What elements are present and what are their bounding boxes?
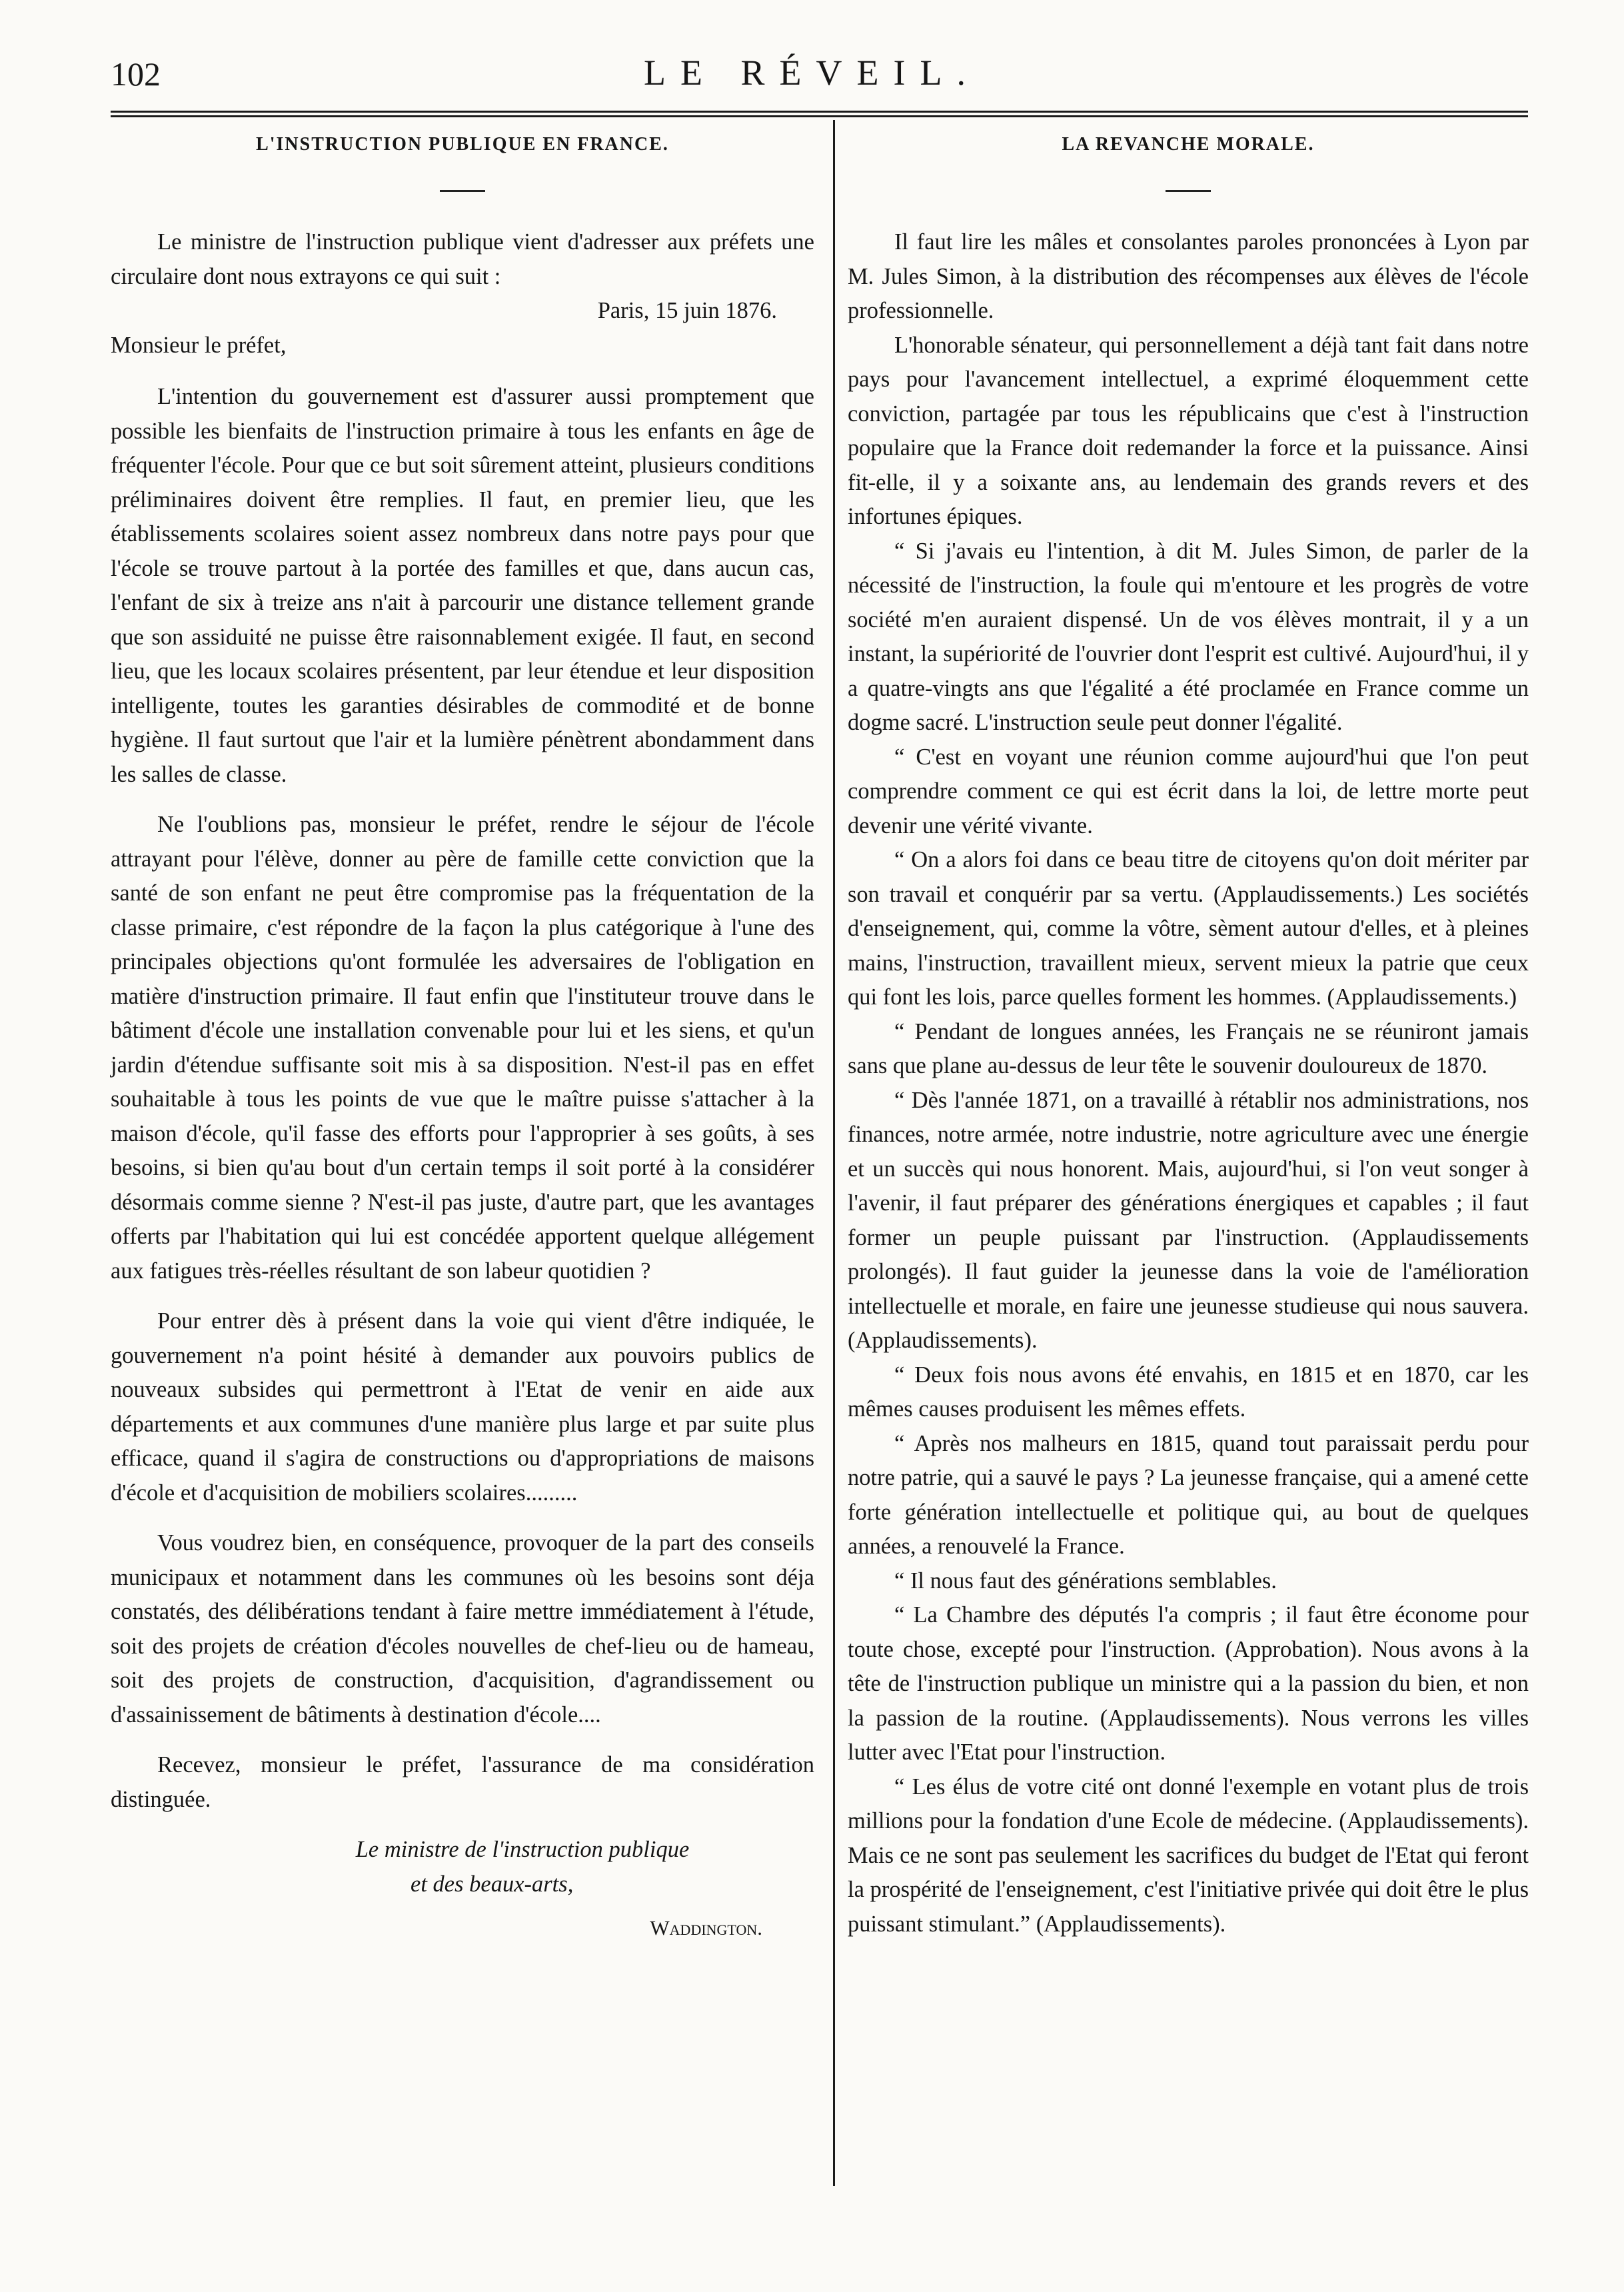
signature-title-continued: et des beaux-arts, [410, 1871, 574, 1897]
article-paragraph: “ Il nous faut des générations semblables. [894, 1568, 1277, 1594]
salutation: Monsieur le préfet, [111, 332, 287, 358]
article-paragraph: Ne l'oublions pas, monsieur le préfet, rendre le séjour de l'école attrayant pour l'élève, donner au père de famille cette conviction que la santé de son enfant ne peut être compromise pas la fréquentation de la classe primaire, c'est répondre de la façon la plus catégorique à l'une des principales objections qu'ont formulée les adversaires de l'obligation en matière d'instruction primaire. Il faut enfin que l'instituteur trouve dans le bâtiment d'école une installation convenable pour lui et les siens, et qu'un jardin d'étendue suffisante soit mis à sa disposition. N'est-il pas en effet souhaitable à tous les points de vue que le maître puisse s'attacher à la maison d'école, qu'il fasse des efforts pour l'approprier à ses goûts, à ses besoins, si bien qu'au bout d'un certain temps il soit porté à la considérer désormais comme sienne ? N'est-il pas juste, d'autre part, que les avantages offerts par l'habitation qui lui est concédée apportent quelque allégement aux fatigues très-réelles résultant de son labeur quotidien ? [111, 812, 814, 1284]
article-paragraph: L'honorable sénateur, qui personnellement a déjà tant fait dans notre pays pour l'avancement intellectuel, a exprimé éloquemment cette conviction, partagée par tous les républicains que c'est à l'instruction populaire que la France doit redemander la force et la puissance. Ainsi fit-elle, il y a soixante ans, au lendemain des grands revers et des infortunes épiques. [848, 332, 1529, 529]
article-intro: Le ministre de l'instruction publique vient d'adresser aux préfets une circulaire dont nous extrayons ce qui suit : [111, 229, 814, 289]
header-double-rule [111, 111, 1528, 117]
running-head [0, 47, 1624, 100]
heading-rule [440, 190, 485, 192]
dateline: Paris, 15 juin 1876. [597, 298, 777, 323]
journal-title: LE RÉVEIL. [644, 53, 980, 93]
page-number: 102 [111, 55, 161, 93]
article-paragraph: “ La Chambre des députés l'a compris ; il faut être économe pour toute chose, excepté pour l'instruction. (Approbation). Nous avons à la tête de l'instruction publique un ministre qui a la passion du bien, et non la passion de la routine. (Applaudissements). Nous verrons les villes lutter avec l'Etat pour l'instruction. [848, 1602, 1529, 1765]
signature-title: Le ministre de l'instruction publique [355, 1837, 690, 1862]
article-paragraph: Recevez, monsieur le préfet, l'assurance de ma considération distinguée. [111, 1752, 814, 1812]
article-paragraph: L'intention du gouvernement est d'assurer aussi promptement que possible les bienfaits de l'instruction primaire à tous les enfants en âge de fréquenter l'école. Pour que ce but soit sûrement atteint, plusieurs conditions préliminaires doivent être remplies. Il faut, en premier lieu, que les établissements scolaires soient assez nombreux dans notre pays pour que l'école se trouve partout à la portée des familles et que, dans aucun cas, l'enfant de six à treize ans n'ait à parcourir une distance tellement grande que son assiduité ne puisse être raisonnablement exigée. Il faut, en second lieu, que les locaux scolaires présentent, par leur étendue et leur disposition intelligente, toutes les garanties désirables de commodité et de bonne hygiène. Il faut surtout que l'air et la lumière pénètrent abondamment dans les salles de classe. [111, 384, 814, 787]
right-column [848, 130, 1529, 1941]
article-paragraph: Il faut lire les mâles et consolantes paroles prononcées à Lyon par M. Jules Simon, à la distribution des récompenses aux élèves de l'école professionnelle. [848, 229, 1529, 323]
article-paragraph: “ Deux fois nous avons été envahis, en 1815 et en 1870, car les mêmes causes produisent les mêmes effets. [848, 1362, 1529, 1422]
article-paragraph: “ Après nos malheurs en 1815, quand tout paraissait perdu pour notre patrie, qui a sauvé le pays ? La jeunesse française, qui a amené cette forte génération intellectuelle et politique qui, au bout de quelques années, a renouvelé la France. [848, 1430, 1529, 1559]
right-column-heading: LA REVANCHE MORALE. [1062, 134, 1315, 155]
article-paragraph: “ Les élus de votre cité ont donné l'exemple en votant plus de trois millions pour la fondation d'une Ecole de médecine. (Applaudissements). Mais ce ne sont pas seulement les sacrifices du budget de l'Etat qui feront la prospérité de l'enseignement, c'est l'initiative privée qui doit être le plus puissant stimulant.” (Applaudissements). [848, 1773, 1529, 1937]
signature-name: Waddington. [650, 1916, 762, 1939]
article-paragraph: Pour entrer dès à présent dans la voie qui vient d'être indiquée, le gouvernement n'a point hésité à demander aux pouvoirs publics de nouveaux subsides qui permettront à l'Etat de venir en aide aux départements et aux communes d'une manière plus large et par suite plus efficace, quand il s'agira de constructions ou d'appropriations de maisons d'école et d'acquisition de mobiliers scolaires......... [111, 1308, 814, 1506]
article-paragraph: “ Pendant de longues années, les Français ne se réuniront jamais sans que plane au-dessus de leur tête le souvenir douloureux de 1870. [848, 1018, 1529, 1078]
heading-rule [1166, 190, 1211, 192]
column-divider [833, 120, 835, 2186]
article-paragraph: “ On a alors foi dans ce beau titre de citoyens qu'on doit mériter par son travail et conquérir par sa vertu. (Applaudissements.) Les sociétés d'enseignement, qui, comme la vôtre, sèment autour d'elles, et à pleines mains, l'instruction, travaillent mieux, servent mieux la patrie que ceux qui font les lois, parce quelles forment les hommes. (Applaudissements.) [848, 847, 1529, 1010]
article-paragraph: Vous voudrez bien, en conséquence, provoquer de la part des conseils municipaux et notamment dans les communes où les besoins sont déja constatés, des délibérations tendant à faire mettre immédiatement à l'étude, soit des projets de création d'écoles nouvelles de chef-lieu ou de hameau, soit des projets de construction, d'acquisition, d'agrandissement ou d'assainissement de bâtiments à destination d'école.... [111, 1530, 814, 1727]
article-paragraph: “ C'est en voyant une réunion comme aujourd'hui que l'on peut comprendre comment ce qui est écrit dans la loi, de lettre morte peut devenir une vérité vivante. [848, 744, 1529, 838]
article-paragraph: “ Si j'avais eu l'intention, à dit M. Jules Simon, de parler de la nécessité de l'instruction, la foule qui m'entoure et les progrès de votre société m'en auraient dispensé. Un de vos élèves montrait, il y a un instant, la supériorité de l'ouvrier dont l'esprit est cultivé. Aujourd'hui, il y a quatre-vingts ans que l'égalité a été proclamée en France comme un dogme sacré. L'instruction seule peut donner l'égalité. [848, 538, 1529, 735]
left-column-heading: L'INSTRUCTION PUBLIQUE EN FRANCE. [256, 134, 669, 155]
article-paragraph: “ Dès l'année 1871, on a travaillé à rétablir nos administrations, nos finances, notre armée, notre industrie, notre agriculture avec une énergie et un succès qui nous honorent. Mais, aujourd'hui, si l'on veut songer à l'avenir, il faut préparer des générations énergiques et capables ; il faut former un peuple puissant par l'instruction. (Applaudissements prolongés). Il faut guider la jeunesse dans la voie de l'amélioration intellectuelle et morale, en faire une jeunesse studieuse qui nous sauvera. (Applaudissements). [848, 1087, 1529, 1353]
left-column [111, 130, 814, 1945]
